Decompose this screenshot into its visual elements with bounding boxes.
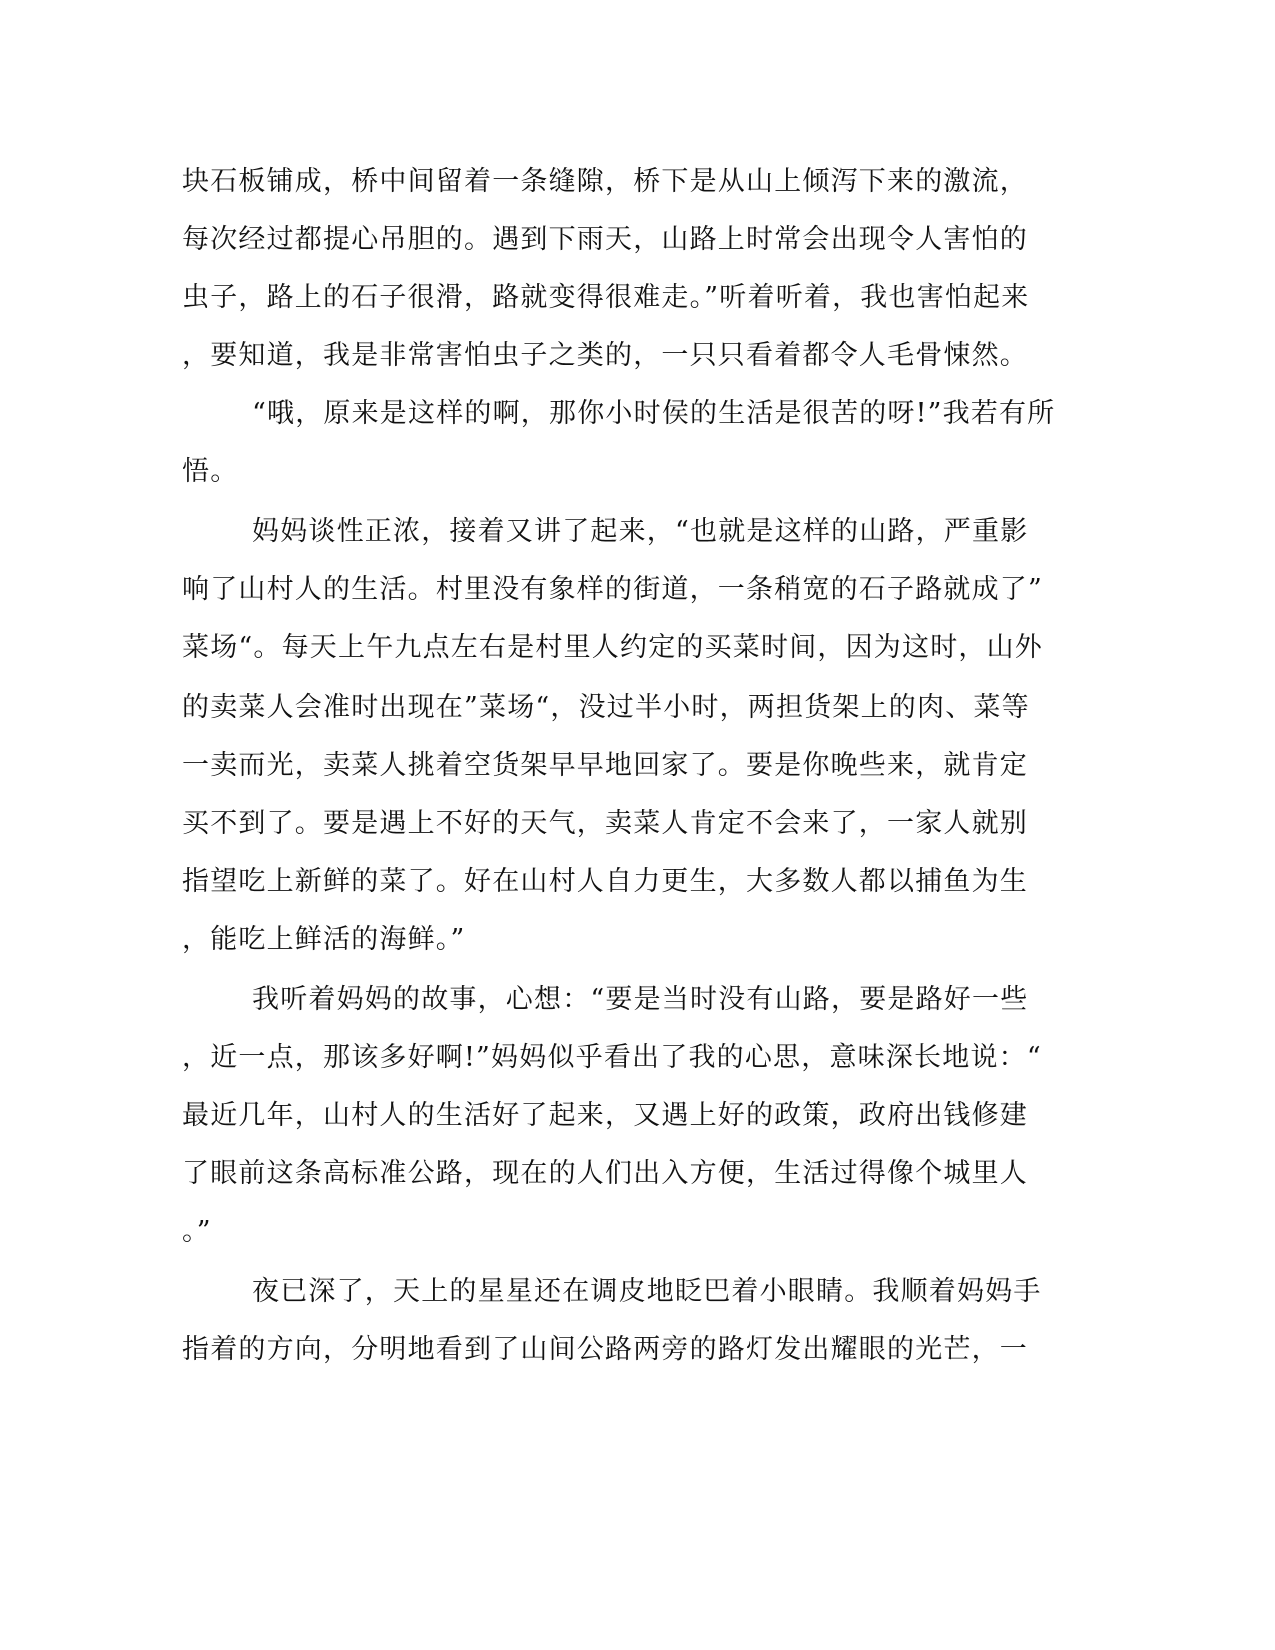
text-line-16: ，近一点，那该多好啊!”妈妈似乎看出了我的心思，意味深长地说：“ <box>182 1042 1042 1073</box>
text-line-8: 响了山村人的生活。村里没有象样的街道，一条稍宽的石子路就成了” <box>182 574 1044 605</box>
text-line-9: 菜场“。每天上午九点左右是村里人约定的买菜时间，因为这时，山外 <box>182 632 1044 663</box>
text-line-4: ，要知道，我是非常害怕虫子之类的，一只只看着都令人毛骨悚然。 <box>182 340 1028 371</box>
text-line-19: 。” <box>182 1216 212 1247</box>
text-line-20: 夜已深了，天上的星星还在调皮地眨巴着小眼睛。我顺着妈妈手 <box>252 1276 1042 1307</box>
text-line-12: 买不到了。要是遇上不好的天气，卖菜人肯定不会来了，一家人就别 <box>182 808 1028 839</box>
text-line-15: 我听着妈妈的故事，心想：“要是当时没有山路，要是路好一些 <box>252 984 1029 1015</box>
text-line-2: 每次经过都提心吊胆的。遇到下雨天，山路上时常会出现令人害怕的 <box>182 224 1028 255</box>
text-line-18: 了眼前这条高标准公路，现在的人们出入方便，生活过得像个城里人 <box>182 1158 1028 1189</box>
text-line-5: “哦，原来是这样的啊，那你小时侯的生活是很苦的呀!”我若有所 <box>252 398 1056 429</box>
text-line-14: ，能吃上鲜活的海鲜。” <box>182 924 466 955</box>
text-line-6: 悟。 <box>182 456 239 487</box>
text-line-1: 块石板铺成，桥中间留着一条缝隙，桥下是从山上倾泻下来的激流， <box>182 166 1028 197</box>
text-line-7: 妈妈谈性正浓，接着又讲了起来，“也就是这样的山路，严重影 <box>252 516 1029 547</box>
text-line-10: 的卖菜人会准时出现在”菜场“，没过半小时，两担货架上的肉、菜等 <box>182 692 1030 723</box>
text-line-21: 指着的方向，分明地看到了山间公路两旁的路灯发出耀眼的光芒，一 <box>182 1334 1028 1365</box>
text-line-13: 指望吃上新鲜的菜了。好在山村人自力更生，大多数人都以捕鱼为生 <box>182 866 1028 897</box>
text-line-3: 虫子，路上的石子很滑，路就变得很难走。”听着听着，我也害怕起来 <box>182 282 1030 313</box>
text-line-11: 一卖而光，卖菜人挑着空货架早早地回家了。要是你晚些来，就肯定 <box>182 750 1028 781</box>
text-line-17: 最近几年，山村人的生活好了起来，又遇上好的政策，政府出钱修建 <box>182 1100 1028 1131</box>
